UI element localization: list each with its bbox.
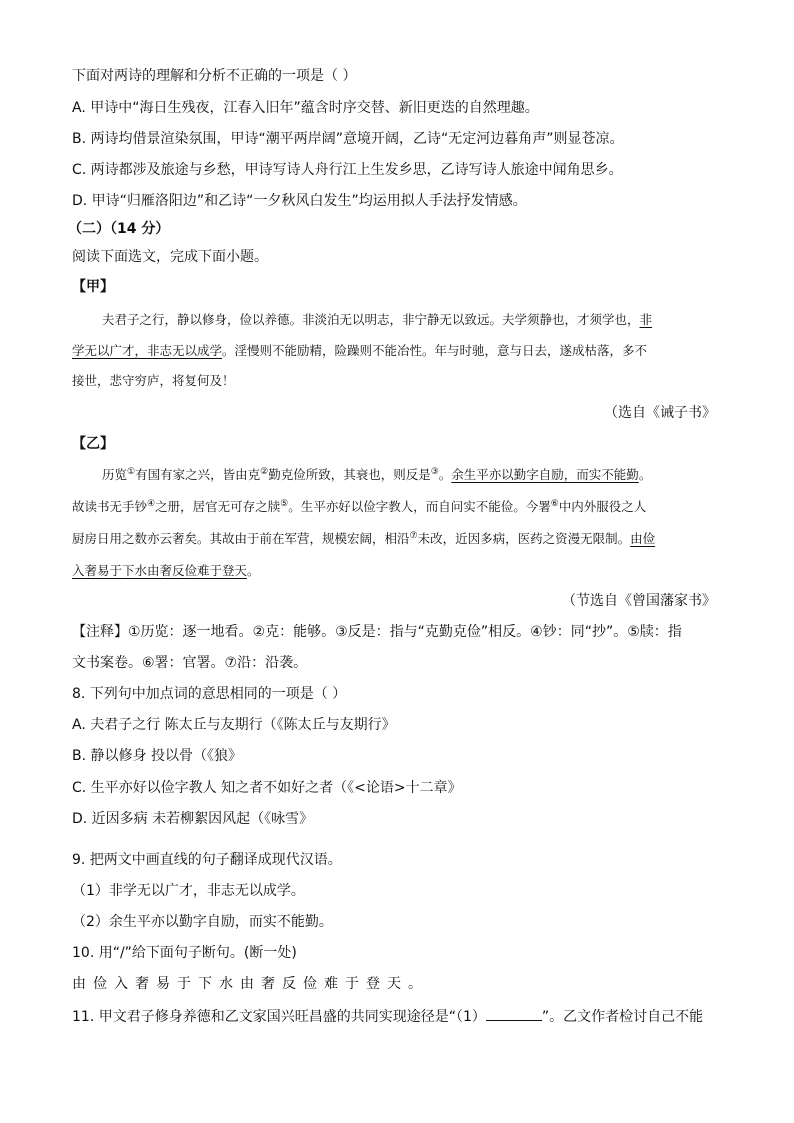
notes-line-2: 文书案卷。⑥署：官署。⑦沿：沿袭。 [72, 655, 308, 671]
section-instruction: 阅读下面选文，完成下面小题。 [72, 249, 268, 265]
underlined-text: 入奢易于下水由奢反俭难于登天 [72, 563, 248, 578]
text-run: 勤克俭所致，其衰也，则反是 [268, 467, 431, 482]
q9-sentence-1: （1）非学无以广才，非志无以成学。 [72, 883, 305, 899]
q7-option-b: B. 两诗均借景渲染氛围，甲诗“潮平两岸阔”意境开阔，乙诗“无定河边暮角声”则显苍凉。 [72, 131, 624, 147]
note-marker: ② [260, 466, 269, 477]
q9-sentence-2: （2）余生平亦以勤字自励，而实不能勤。 [72, 914, 333, 930]
underlined-text: 非 [639, 312, 653, 327]
passage-yi-line-1 [102, 465, 651, 485]
text-run: 历览 [102, 467, 128, 482]
text-run: ”。乙文作者检讨自己不能 [541, 1009, 704, 1025]
text-run: 。淫慢则不能励精，险躁则不能冶性。年与时驰，意与日去，遂成枯落，多不 [222, 343, 648, 358]
text-run: 。 [247, 563, 260, 578]
passage-yi-source: （节选自《曾国藩家书》 [562, 593, 716, 609]
text-run: 中内外服役之人 [558, 499, 647, 514]
text-run: 有国有家之兴，皆由克 [135, 467, 261, 482]
passage-yi-label: 【乙】 [72, 436, 114, 452]
q9-stem: 9. 把两文中画直线的句子翻译成现代汉语。 [72, 852, 342, 868]
q8-option-d: D. 近因多病 未若柳絮因风起（《咏雪》 [72, 811, 314, 827]
text-run: 厨房日用之数亦云奢矣。其故由于前在军营，规模宏阔，相沿 [72, 531, 410, 546]
passage-jia-source: （选自《诫子书》 [604, 405, 716, 421]
text-run: 之册，居官无可存之牍 [155, 499, 281, 514]
q7-option-d: D. 甲诗“归雁洛阳边”和乙诗“一夕秋风白发生”均运用拟人手法抒发情感。 [72, 193, 527, 209]
underlined-text: 由俭 [630, 531, 656, 546]
passage-yi-line-3 [72, 529, 655, 549]
text-run: 11. 甲文君子修身养德和乙文家国兴旺昌盛的共同实现途径是“（1） [72, 1009, 486, 1025]
q7-option-c: C. 两诗都涉及旅途与乡愁，甲诗写诗人舟行江上生发乡思，乙诗写诗人旅途中闻角思乡。 [72, 162, 623, 178]
passage-jia-line-3: 接世，悲守穷庐，将复何及！ [72, 373, 235, 388]
q8-option-a: A. 夫君子之行 陈太丘与友期行（《陈太丘与友期行》 [72, 717, 396, 733]
note-marker: ⑤ [280, 498, 289, 509]
q10-sentence: 由俭入奢易于下水由奢反俭难于登天。 [72, 976, 429, 992]
passage-jia-label: 【甲】 [72, 279, 114, 295]
section-heading: （二）（14 分） [68, 221, 170, 237]
passage-jia-line-2 [72, 341, 647, 361]
answer-blank[interactable] [486, 1006, 542, 1021]
note-marker: ⑦ [409, 530, 418, 541]
text-run: 。 [438, 467, 452, 482]
notes-line-1: 【注释】①历览：逐一地看。②克：能够。③反是：指与“克勤克俭”相反。④钞：同“抄”。⑤牍：指 [72, 624, 682, 640]
q8-stem: 8. 下列句中加点词的意思相同的一项是（ ） [72, 686, 347, 702]
q7-option-a: A. 甲诗中“海日生残夜，江春入旧年”蕴含时序交替、新旧更迭的自然理趣。 [72, 100, 539, 116]
q10-stem: 10. 用“/”给下面句子断句。(断一处) [72, 945, 297, 961]
note-marker: ③ [430, 466, 439, 477]
note-marker: ⑥ [550, 498, 559, 509]
q8-option-c: C. 生平亦好以俭字教人 知之者不如好之者（《<论语>十二章》 [72, 780, 462, 796]
passage-jia-line-1 [102, 310, 652, 330]
text-run: 。生平亦好以俭字教人，而自问实不能俭。今署 [288, 499, 551, 514]
q11-stem [72, 1006, 703, 1027]
text-run: 未改，近因多病，医药之资漫无限制。 [417, 531, 631, 546]
underlined-text: 学无以广才，非志无以成学 [72, 343, 223, 358]
passage-yi-line-2 [72, 497, 646, 517]
text-run: 夫君子之行，静以修身，俭以养德。非淡泊无以明志，非宁静无以致远。夫学须静也，才须学也， [102, 312, 640, 327]
q8-option-b: B. 静以修身 投以骨（《狼》 [72, 748, 242, 764]
note-marker: ① [127, 466, 136, 477]
text-run: 。 [638, 467, 652, 482]
passage-yi-line-4 [72, 561, 260, 581]
text-run: 故读书无手钞 [72, 499, 148, 514]
q7-stem: 下面对两诗的理解和分析不正确的一项是（ ） [72, 68, 357, 84]
underlined-text: 余生平亦以勤字自励，而实不能勤 [451, 467, 639, 482]
note-marker: ④ [147, 498, 156, 509]
